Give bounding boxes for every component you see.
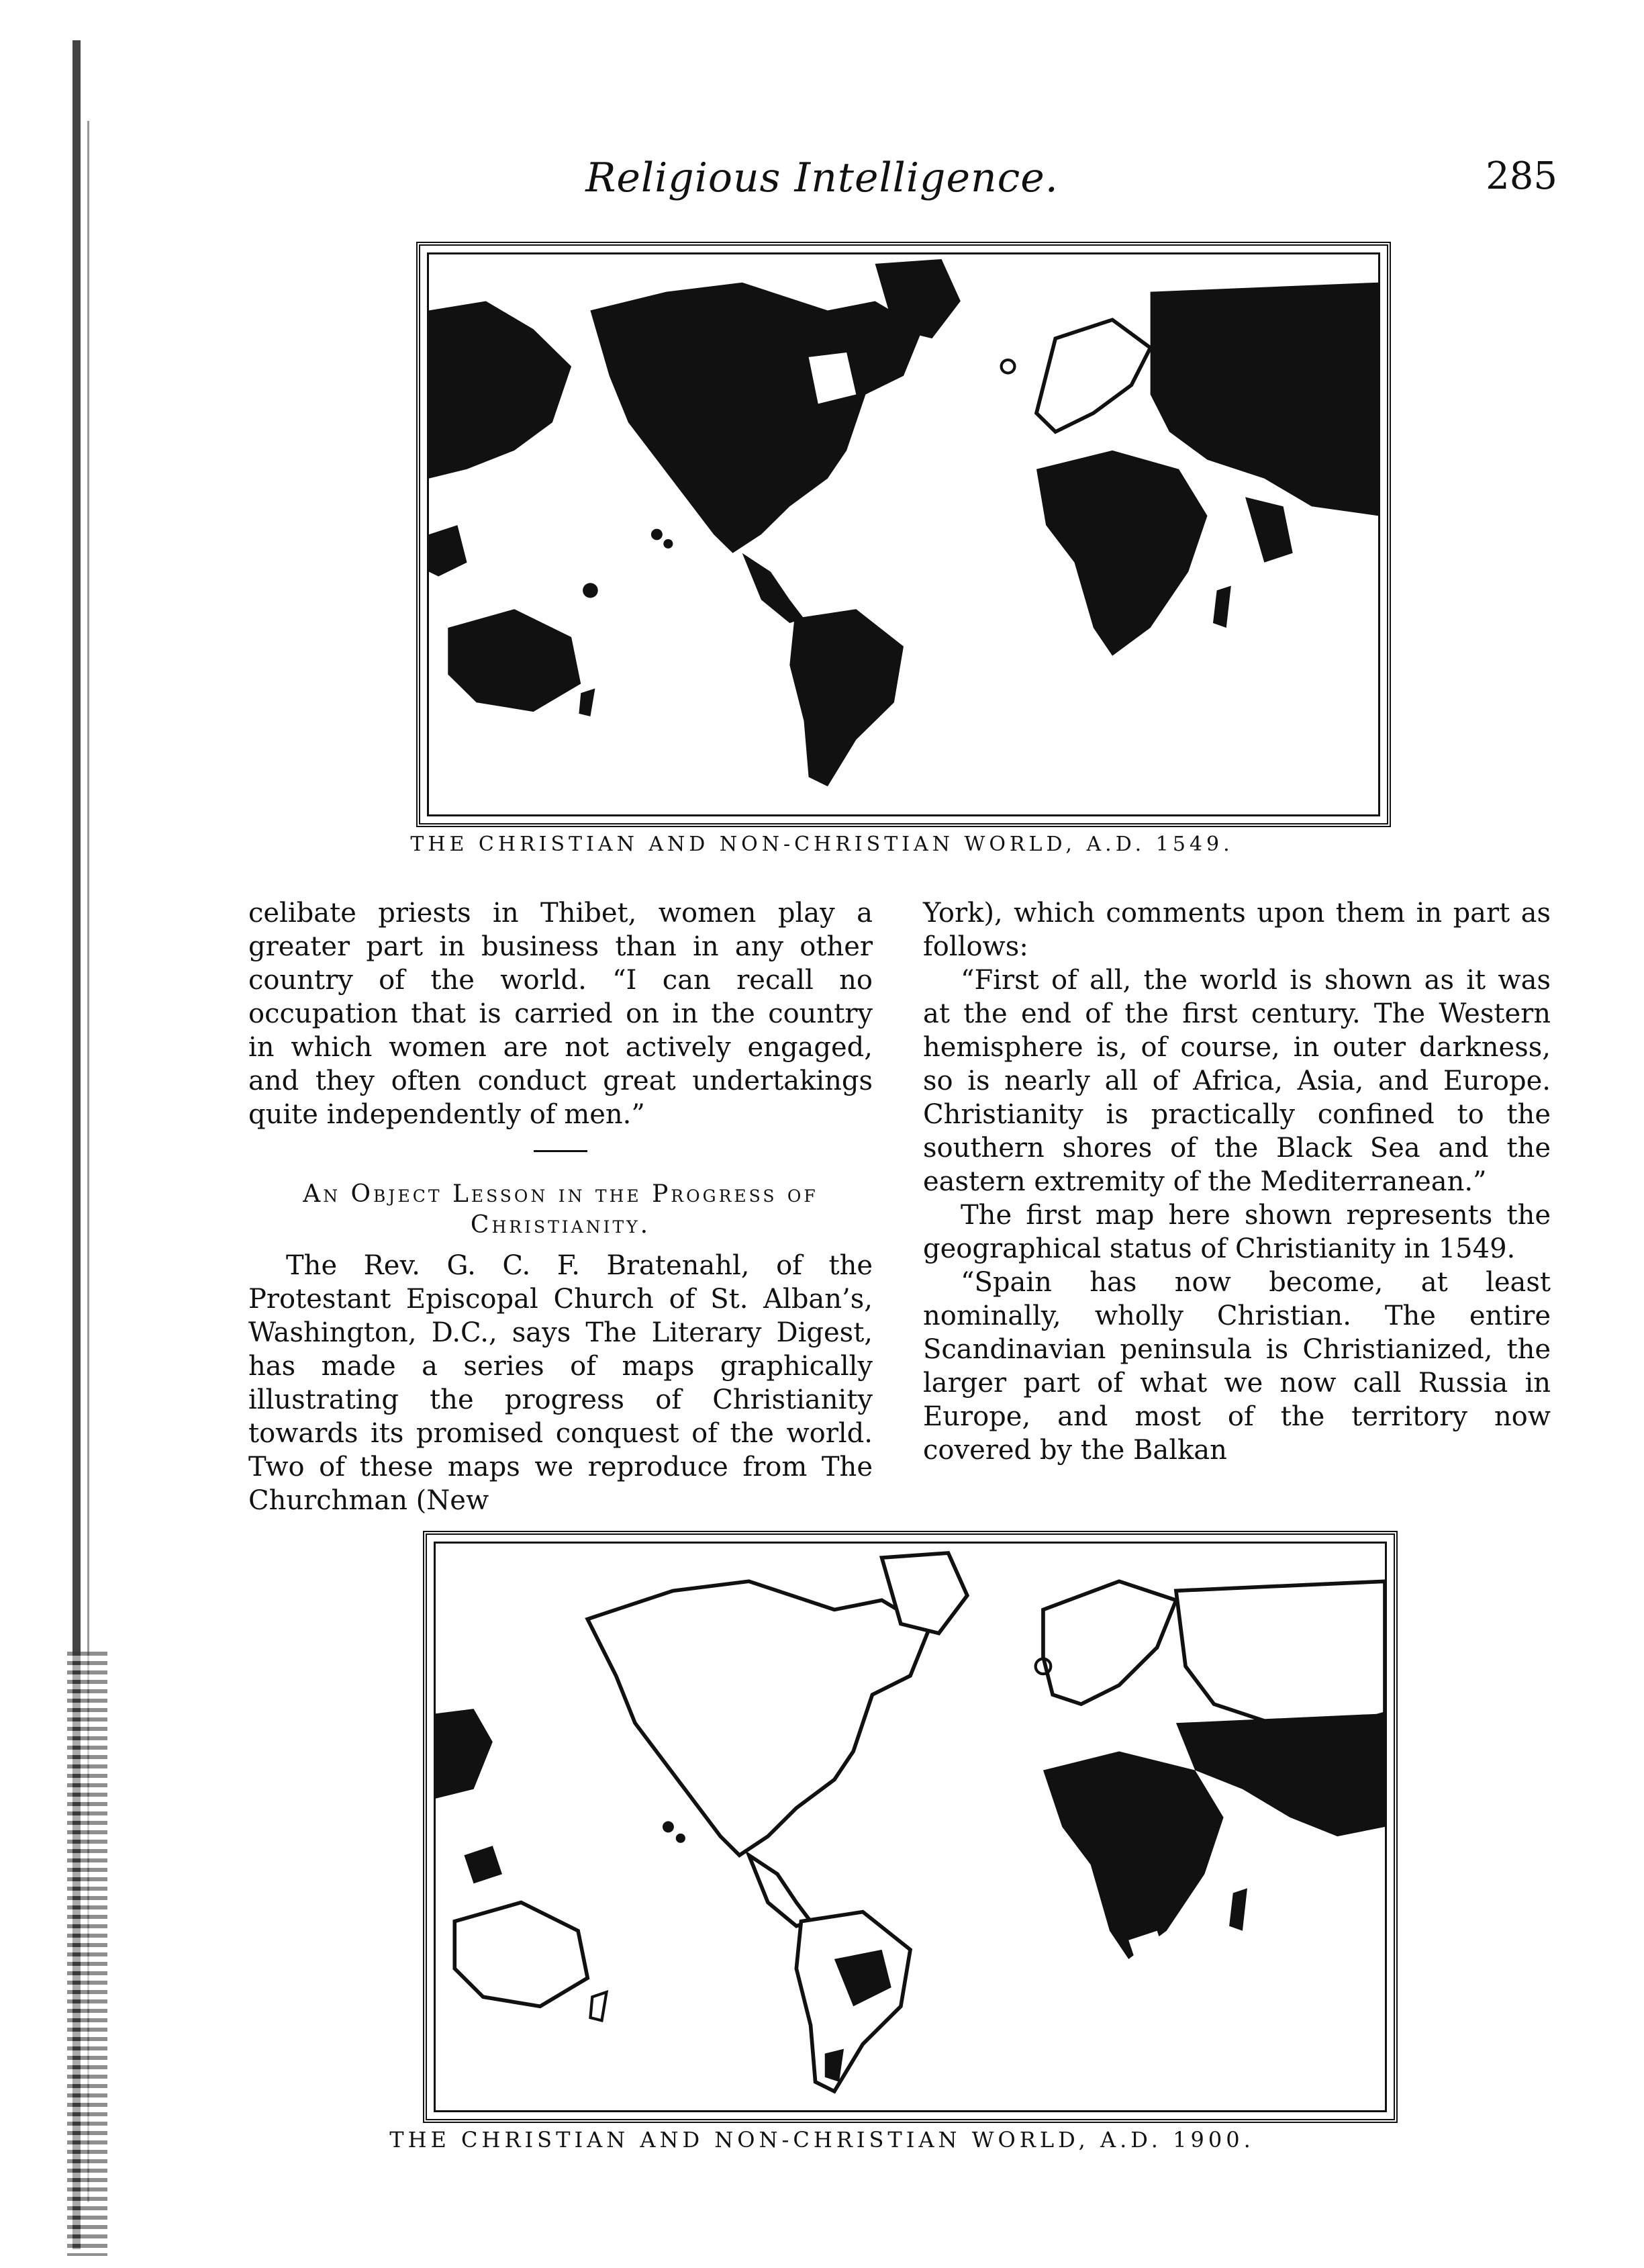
left-paragraph-1: celibate priests in Thibet, women play a greater part in business than in any other country of the world. “I can recall no occupation that is carried on in the country in which women are not actively engaged, and they often conduct great undertakings quite independently of men.” [248, 898, 873, 1130]
section-heading: An Object Lesson in the Progress of Christianity. [303, 1180, 818, 1239]
section-rule [534, 1150, 587, 1152]
left-column [248, 896, 873, 1517]
running-title: Religious Intelligence. [585, 154, 1059, 201]
figure-1-caption: THE CHRISTIAN AND NON-CHRISTIAN WORLD, A.D. 1549. [410, 833, 1234, 856]
gutter-noise [67, 1652, 107, 2256]
right-paragraph-3: The first map here shown represents the geographical status of Christianity in 1549. [923, 1200, 1551, 1264]
right-column [923, 896, 1551, 1467]
left-paragraph-2: The Rev. G. C. F. Bratenahl, of the Protestant Episcopal Church of St. Alban’s, Washington, D.C., says The Literary Digest, has made a series of maps graphically illustrating the progress of Christianity towards its promised conquest of the world. Two of these maps we reproduce from The Churchman (New [248, 1250, 873, 1516]
map-1900 [423, 1531, 1398, 2123]
figure-2-caption: THE CHRISTIAN AND NON-CHRISTIAN WORLD, A.D. 1900. [389, 2127, 1255, 2153]
right-paragraph-1: York), which comments upon them in part as follows: [923, 898, 1551, 962]
world-map-1549-illustration [429, 254, 1378, 814]
scan-gutter [60, 40, 114, 2249]
right-paragraph-4: “Spain has now become, at least nominally, wholly Christian. The entire Scandinavian peninsula is Christianized, the larger part of what we now call Russia in Europe, and most of the territory now covered by the Balkan [923, 1267, 1551, 1466]
world-map-1900-illustration [436, 1544, 1385, 2110]
right-paragraph-2: “First of all, the world is shown as it was at the end of the first century. The Western hemisphere is, of course, in outer darkness, so is nearly all of Africa, Asia, and Europe. Christianity is practically confined to the southern shores of the Black Sea and the eastern extremity of the Mediterranean.” [923, 965, 1551, 1197]
map-1549 [416, 242, 1391, 827]
page-number: 285 [1486, 154, 1557, 198]
